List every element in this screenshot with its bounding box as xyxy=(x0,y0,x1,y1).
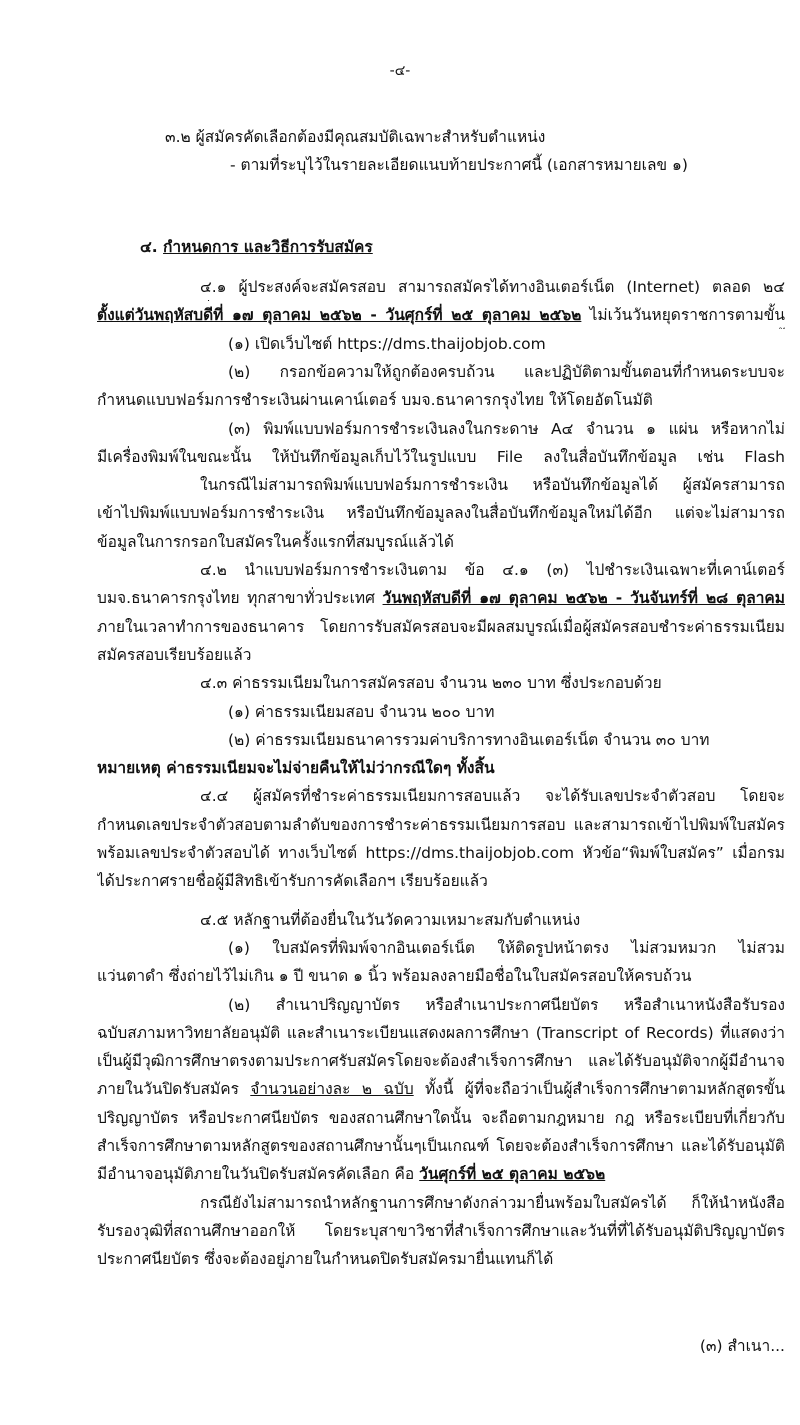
evidence-2-cont: ฉบับสภามหาวิทยาลัยอนุมัติ และสำเนาระเบียนแสดงผลการศึกษา (Transcript of Records) ที่แสดงว่า xyxy=(97,1023,785,1042)
fee-exam: (๑) ค่าธรรมเนียมสอบ จำนวน ๒๐๐ บาท xyxy=(228,702,495,721)
step-2-cont: กำหนดแบบฟอร์มการชำระเงินผ่านเคาน์เตอร์ บมจ.ธนาคารกรุงไทย ให้โดยอัตโนมัติ xyxy=(97,391,653,410)
section-4-number: ๔. xyxy=(140,238,158,256)
evidence-2: (๒) สำเนาปริญญาบัตร หรือสำเนาประกาศนียบัตร หรือสำเนาหนังสือรับรอง xyxy=(228,995,785,1014)
page-number: -๔- xyxy=(389,63,411,79)
text: ภายในวันปิดรับสมัคร xyxy=(97,1080,251,1099)
section-3-2-title: ๓.๒ ผู้สมัครคัดเลือกต้องมีคุณสมบัติเฉพาะสำหรับตำแหน่ง xyxy=(165,128,546,146)
deadline-date: วันศุกร์ที่ ๒๕ ตุลาคม ๒๕๖๒ xyxy=(419,1165,606,1184)
section-4-title: กำหนดการ และวิธีการรับสมัคร xyxy=(163,238,373,256)
step-3-cont: มีเครื่องพิมพ์ในขณะนั้น ให้บันทึกข้อมูลเก็บไว้ในรูปแบบ File ลงในสื่อบันทึกข้อมูล เช่น Flash xyxy=(97,447,785,466)
para-4-2-dates xyxy=(97,586,785,612)
text: ทั้งนี้ ผู้ที่จะถือว่าเป็นผู้สำเร็จการศึกษาตามหลักสูตรขั้น xyxy=(413,1080,785,1099)
section-3-2-detail: - ตามที่ระบุไว้ในรายละเอียดแนบท้ายประกาศนี้ (เอกสารหมายเลข ๑) xyxy=(230,156,688,174)
alt-evidence-cont: รับรองวุฒิที่สถานศึกษาออกให้ โดยระบุสาขาวิชาที่สำเร็จการศึกษาและวันที่ที่ได้รับอนุมัติปริญญาบัตร xyxy=(97,1221,785,1240)
continued-marker: (๓) สำเนา... xyxy=(699,1337,785,1355)
text: ไม่เว้นวันหยุดราชการตามขั้น xyxy=(589,306,785,325)
para-4-2-cont2: สมัครสอบเรียบร้อยแล้ว xyxy=(97,645,252,664)
case-note-cont2: ข้อมูลในการกรอกใบสมัครในครั้งแรกที่สมบูรณ์แล้วได้ xyxy=(97,532,454,551)
evidence-2-cont3: ปริญญาบัตร หรือประกาศนียบัตร ของสถานศึกษาใดนั้น จะถือตามกฎหมาย กฎ หรือระเบียบที่เกี่ยวกับ xyxy=(97,1108,785,1127)
case-note-cont: เข้าไปพิมพ์แบบฟอร์มการชำระเงิน หรือบันทึกข้อมูลลงในสื่อบันทึกข้อมูลใหม่ได้อีก แต่จะไม่สามารถ xyxy=(97,504,785,523)
step-1-website: (๑) เปิดเว็บไซต์ https://dms.thaijobjob.com xyxy=(228,334,546,353)
application-period: ตั้งแต่วันพฤหัสบดีที่ ๑๗ ตุลาคม ๒๕๖๒ - วันศุกร์ที่ ๒๕ ตุลาคม ๒๕๖๒ xyxy=(97,306,582,325)
alt-evidence: กรณียังไม่สามารถนำหลักฐานการศึกษาดังกล่าวมายื่นพร้อมใบสมัครได้ ก็ให้นำหนังสือ xyxy=(200,1193,785,1212)
para-4-2-cont: ภายในเวลาทำการของธนาคาร โดยการรับสมัครสอบจะมีผลสมบูรณ์เมื่อผู้สมัครสอบชำระค่าธรรมเนียม xyxy=(97,617,785,636)
para-4-4: ๔.๔ ผู้สมัครที่ชำระค่าธรรมเนียมการสอบแล้ว จะได้รับเลขประจำตัวสอบ โดยจะ xyxy=(200,787,785,806)
para-4-1-dates xyxy=(97,303,785,329)
text: มีอำนาจอนุมัติภายในวันปิดรับสมัครคัดเลือก คือ xyxy=(97,1165,420,1184)
para-4-4-cont2: พร้อมเลขประจำตัวสอบได้ ทางเว็บไซต์ https://dms.thaijobjob.com หัวข้อ“พิมพ์ใบสมัคร” เมื่อกรม xyxy=(97,844,785,862)
evidence-2-deadline xyxy=(97,1162,785,1188)
evidence-1: (๑) ใบสมัครที่พิมพ์จากอินเตอร์เน็ต ให้ติดรูปหน้าตรง ไม่สวมหมวก ไม่สวม xyxy=(228,938,785,957)
step-2: (๒) กรอกข้อความให้ถูกต้องครบถ้วน และปฏิบัติตามขั้นตอนที่กำหนดระบบจะ xyxy=(228,362,785,381)
para-4-5: ๔.๕ หลักฐานที่ต้องยื่นในวันวัดความเหมาะสมกับตำแหน่ง xyxy=(200,910,581,929)
fee-bank: (๒) ค่าธรรมเนียมธนาคารรวมค่าบริการทางอินเตอร์เน็ต จำนวน ๓๐ บาท xyxy=(228,730,710,749)
copies-required: จำนวนอย่างละ ๒ ฉบับ xyxy=(250,1080,414,1099)
evidence-2-cont4: สำเร็จการศึกษาตามหลักสูตรของสถานศึกษานั้นๆเป็นเกณฑ์ โดยจะต้องสำเร็จการศึกษา และได้รับอนุมัติ xyxy=(97,1137,785,1155)
alt-evidence-cont2: ประกาศนียบัตร ซึ่งจะต้องอยู่ภายในกำหนดปิดรับสมัครมายื่นแทนก็ได้ xyxy=(97,1250,554,1269)
evidence-1-cont: แว่นตาดำ ซึ่งถ่ายไว้ไม่เกิน ๑ ปี ขนาด ๑ นิ้ว พร้อมลงลายมือชื่อในใบสมัครสอบให้ครบถ้วน xyxy=(97,967,692,986)
evidence-2-cont2: เป็นผู้มีวุฒิการศึกษาตรงตามประกาศรับสมัครโดยจะต้องสำเร็จการศึกษา และได้รับอนุมัติจากผู้มีอำนาจ xyxy=(97,1052,785,1071)
para-4-2: ๔.๒ นำแบบฟอร์มการชำระเงินตาม ข้อ ๔.๑ (๓) ไปชำระเงินเฉพาะที่เคาน์เตอร์ xyxy=(200,561,785,579)
para-4-4-cont3: ได้ประกาศรายชื่อผู้มีสิทธิเข้ารับการคัดเลือกฯ เรียบร้อยแล้ว xyxy=(97,872,488,891)
fee-remark: หมายเหตุ ค่าธรรมเนียมจะไม่จ่ายคืนให้ไม่ว่ากรณีใดๆ ทั้งสิ้น xyxy=(97,759,495,778)
section-4-heading xyxy=(140,235,785,261)
step-3: (๓) พิมพ์แบบฟอร์มการชำระเงินลงในกระดาษ A๔ จำนวน ๑ แผ่น หรือหากไม่ xyxy=(228,419,785,438)
para-4-4-cont: กำหนดเลขประจำตัวสอบตามลำดับของการชำระค่าธรรมเนียมการสอบ และสามารถเข้าไปพิมพ์ใบสมัคร xyxy=(97,815,785,834)
para-4-3: ๔.๓ ค่าธรรมเนียมในการสมัครสอบ จำนวน ๒๓๐ บาท ซึ่งประกอบด้วย xyxy=(200,674,662,693)
para-4-1: ๔.๑ ผู้ประสงค์จะสมัครสอบ สามารถสมัครได้ทางอินเตอร์เน็ต (Internet) ตลอด ๒๔ xyxy=(200,278,785,296)
payment-period: วันพฤหัสบดีที่ ๑๗ ตุลาคม ๒๕๖๒ - วันจันทร์ที่ ๒๘ ตุลาคม xyxy=(382,589,785,608)
case-note: ในกรณีไม่สามารถพิมพ์แบบฟอร์มการชำระเงิน หรือบันทึกข้อมูลได้ ผู้สมัครสามารถ xyxy=(200,476,785,495)
evidence-2-copies xyxy=(97,1077,785,1103)
text: บมจ.ธนาคารกรุงไทย ทุกสาขาทั่วประเทศ xyxy=(97,589,383,608)
